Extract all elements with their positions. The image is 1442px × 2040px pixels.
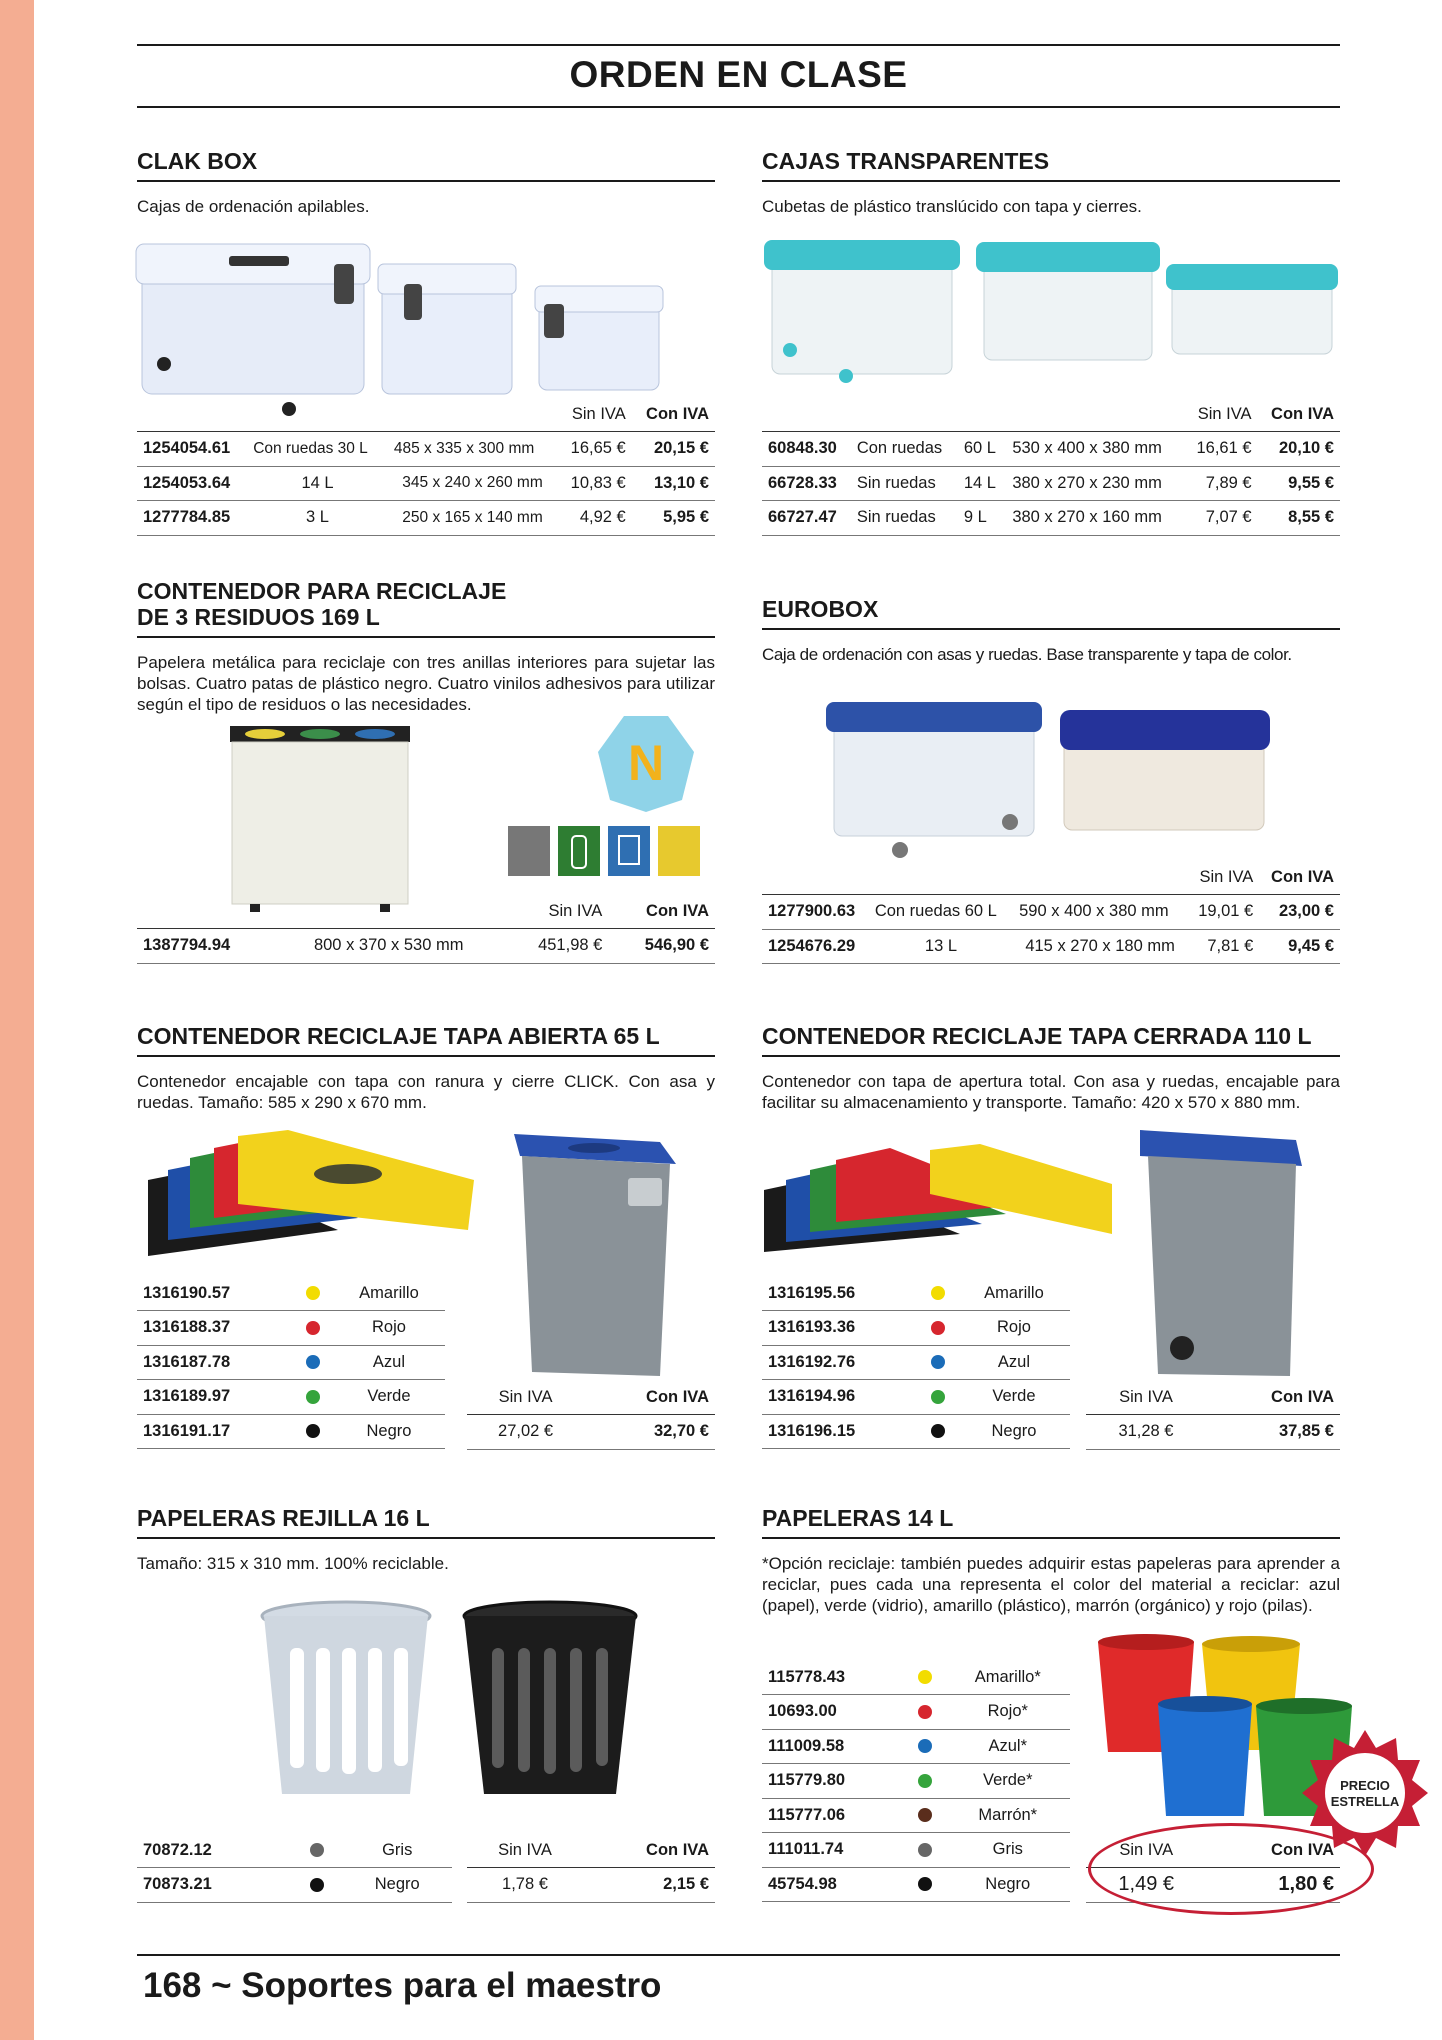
table-row: 1316187.78 Azul — [137, 1345, 445, 1380]
header-con-iva: Con IVA — [1259, 860, 1340, 895]
section-description: *Opción reciclaje: también puedes adquirir estas papeleras para aprender a reciclar, pues cada una representa el color del material a reciclar: azul (papel), verde (vidrio), amarillo (plástico), marrón (orgánico) y rojo (pilas). — [762, 1554, 1340, 1615]
table-row: 70873.21 Negro — [137, 1868, 452, 1903]
section-title: PAPELERAS 14 L — [762, 1505, 1340, 1539]
tapa-abierta-lids-photo — [138, 1130, 478, 1260]
papeleras-rejilla-photo — [260, 1598, 640, 1798]
section-papeleras-14l — [762, 1505, 1340, 1616]
section-title: PAPELERAS REJILLA 16 L — [137, 1505, 715, 1539]
table-row: 1387794.94 800 x 370 x 530 mm 451,98 € 546,90 € — [137, 929, 715, 964]
reciclaje-3-table — [137, 894, 715, 964]
header-con-iva: Con IVA — [1206, 1380, 1340, 1415]
table-row: 115777.06 Marrón* — [762, 1798, 1070, 1833]
color-dot — [918, 1774, 932, 1788]
tapa-abierta-container-photo — [510, 1126, 680, 1380]
price-sin-iva: 1,49 € — [1086, 1868, 1206, 1903]
table-row: 60848.30 Con ruedas 60 L 530 x 400 x 380 mm 16,61 € 20,10 € — [762, 432, 1340, 467]
price-con-iva: 1,80 € — [1206, 1868, 1340, 1903]
table-row: 66727.47 Sin ruedas 9 L 380 x 270 x 160 mm 7,07 € 8,55 € — [762, 501, 1340, 536]
color-dot — [931, 1424, 945, 1438]
recycling-vinyl-icons — [506, 822, 704, 880]
header-sin-iva: Sin IVA — [467, 1380, 584, 1415]
header-con-iva: Con IVA — [1206, 1833, 1340, 1868]
section-description: Cubetas de plástico translúcido con tapa y cierres. — [762, 197, 1142, 216]
clak-box-photo — [134, 234, 684, 424]
table-row: 1254054.61 Con ruedas 30 L 485 x 335 x 300 mm 16,65 € 20,15 € — [137, 432, 715, 467]
eurobox-photo — [824, 696, 1284, 866]
svg-text:PRECIO: PRECIO — [1340, 1778, 1390, 1793]
color-dot — [310, 1878, 324, 1892]
section-description: Contenedor encajable con tapa con ranura y cierre CLICK. Con asa y ruedas. Tamaño: 585 x 290 x 670 mm. — [137, 1072, 715, 1112]
price-con-iva: 2,15 € — [583, 1868, 715, 1903]
table-row: 1254053.64 14 L 345 x 240 x 260 mm 10,83 € 13,10 € — [137, 466, 715, 501]
header-sin-iva: Sin IVA — [1086, 1833, 1206, 1868]
header-sin-iva: Sin IVA — [557, 397, 632, 432]
color-dot — [310, 1843, 324, 1857]
table-row: 1316191.17 Negro — [137, 1414, 445, 1449]
section-title: CONTENEDOR PARA RECICLAJE DE 3 RESIDUOS 169 L — [137, 578, 715, 638]
table-row: 1316193.36 Rojo — [762, 1311, 1070, 1346]
color-dot — [918, 1739, 932, 1753]
color-dot — [918, 1808, 932, 1822]
color-dot — [931, 1355, 945, 1369]
header-sin-iva: Sin IVA — [1187, 860, 1259, 895]
section-title: CONTENEDOR RECICLAJE TAPA ABIERTA 65 L — [137, 1023, 715, 1057]
eurobox-table — [762, 860, 1340, 964]
color-dot — [306, 1286, 320, 1300]
section-papeleras-rejilla — [137, 1505, 715, 1574]
tapa-cerrada-lids-photo — [760, 1144, 1120, 1264]
table-row: 111009.58 Azul* — [762, 1729, 1070, 1764]
section-description: Papelera metálica para reciclaje con tres anillas interiores para sujetar las bolsas. Cuatro patas de plástico negro. Cuatro vinilos adhesivos para utilizar según el tipo de residuos o las necesidades. — [137, 653, 715, 714]
page-footer: 168 ~ Soportes para el maestro — [143, 1966, 662, 2005]
cajas-transparentes-table — [762, 397, 1340, 536]
header-con-iva: Con IVA — [608, 894, 715, 929]
section-cajas-transparentes — [762, 148, 1340, 217]
section-description: Caja de ordenación con asas y ruedas. Base transparente y tapa de color. — [762, 645, 1292, 664]
tapa-abierta-color-table — [137, 1276, 445, 1449]
section-reciclaje-3-residuos — [137, 578, 715, 715]
color-dot — [306, 1390, 320, 1404]
table-row: 1316190.57 Amarillo — [137, 1276, 445, 1311]
section-title: EUROBOX — [762, 596, 1340, 630]
table-row: 1316195.56 Amarillo — [762, 1276, 1070, 1311]
clak-box-table — [137, 397, 715, 536]
promo-oval — [1088, 1823, 1374, 1915]
color-dot — [931, 1390, 945, 1404]
side-color-strip — [0, 0, 34, 2040]
color-dot — [918, 1843, 932, 1857]
n-badge-icon — [594, 712, 698, 816]
color-dot — [918, 1705, 932, 1719]
tapa-cerrada-container-photo — [1136, 1126, 1306, 1382]
table-row: 1316194.96 Verde — [762, 1380, 1070, 1415]
section-title: CAJAS TRANSPARENTES — [762, 148, 1340, 182]
reciclaje-3-photo — [220, 718, 420, 918]
section-title: CONTENEDOR RECICLAJE TAPA CERRADA 110 L — [762, 1023, 1340, 1057]
header-sin-iva: Sin IVA — [502, 894, 609, 929]
page-title: ORDEN EN CLASE — [569, 54, 908, 95]
table-row: 1316188.37 Rojo — [137, 1311, 445, 1346]
header-con-iva: Con IVA — [632, 397, 715, 432]
header-con-iva: Con IVA — [1258, 397, 1340, 432]
section-tapa-abierta — [137, 1023, 715, 1113]
table-row: 1277784.85 3 L 250 x 165 x 140 mm 4,92 € 5,95 € — [137, 501, 715, 536]
price-con-iva: 32,70 € — [584, 1415, 715, 1450]
table-row: 45754.98 Negro — [762, 1867, 1070, 1902]
cajas-transparentes-photo — [762, 234, 1352, 394]
price-sin-iva: 1,78 € — [467, 1868, 583, 1903]
color-dot — [306, 1321, 320, 1335]
svg-text:ESTRELLA: ESTRELLA — [1330, 1794, 1400, 1809]
svg-text:N: N — [627, 735, 665, 791]
color-dot — [931, 1321, 945, 1335]
table-row: 70872.12 Gris — [137, 1833, 452, 1868]
color-dot — [918, 1877, 932, 1891]
table-row: 115779.80 Verde* — [762, 1764, 1070, 1799]
table-row: 66728.33 Sin ruedas 14 L 380 x 270 x 230 mm 7,89 € 9,55 € — [762, 466, 1340, 501]
papeleras-rejilla-price-table — [467, 1833, 715, 1903]
header-con-iva: Con IVA — [584, 1380, 715, 1415]
section-description: Contenedor con tapa de apertura total. Con asa y ruedas, encajable para facilitar su almacenamiento y transporte. Tamaño: 420 x 570 x 880 mm. — [762, 1072, 1340, 1112]
header-sin-iva: Sin IVA — [1184, 397, 1258, 432]
table-row: 1316192.76 Azul — [762, 1345, 1070, 1380]
section-description: Cajas de ordenación apilables. — [137, 197, 370, 216]
header-con-iva: Con IVA — [583, 1833, 715, 1868]
price-sin-iva: 27,02 € — [467, 1415, 584, 1450]
title-rule-top — [137, 44, 1340, 46]
color-dot — [918, 1670, 932, 1684]
section-description: Tamaño: 315 x 310 mm. 100% reciclable. — [137, 1554, 449, 1573]
tapa-cerrada-color-table — [762, 1276, 1070, 1449]
section-tapa-cerrada — [762, 1023, 1340, 1113]
color-dot — [931, 1286, 945, 1300]
table-row: 1277900.63 Con ruedas 60 L 590 x 400 x 380 mm 19,01 € 23,00 € — [762, 895, 1340, 930]
table-row: 111011.74 Gris — [762, 1833, 1070, 1868]
papeleras-14l-color-table — [762, 1660, 1070, 1902]
table-row: 1316196.15 Negro — [762, 1414, 1070, 1449]
price-con-iva: 37,85 € — [1206, 1415, 1340, 1450]
table-row: 1316189.97 Verde — [137, 1380, 445, 1415]
tapa-cerrada-price-table — [1086, 1380, 1340, 1450]
tapa-abierta-price-table — [467, 1380, 715, 1450]
header-sin-iva: Sin IVA — [1086, 1380, 1206, 1415]
title-rule-bottom — [137, 106, 1340, 108]
papeleras-rejilla-color-table — [137, 1833, 452, 1903]
footer-rule — [137, 1954, 1340, 1956]
section-title: CLAK BOX — [137, 148, 715, 182]
color-dot — [306, 1424, 320, 1438]
color-dot — [306, 1355, 320, 1369]
table-row: 10693.00 Rojo* — [762, 1695, 1070, 1730]
section-clak-box — [137, 148, 715, 217]
section-eurobox — [762, 596, 1340, 665]
table-row: 1254676.29 13 L 415 x 270 x 180 mm 7,81 € 9,45 € — [762, 929, 1340, 964]
header-sin-iva: Sin IVA — [467, 1833, 583, 1868]
price-sin-iva: 31,28 € — [1086, 1415, 1206, 1450]
table-row: 115778.43 Amarillo* — [762, 1660, 1070, 1695]
